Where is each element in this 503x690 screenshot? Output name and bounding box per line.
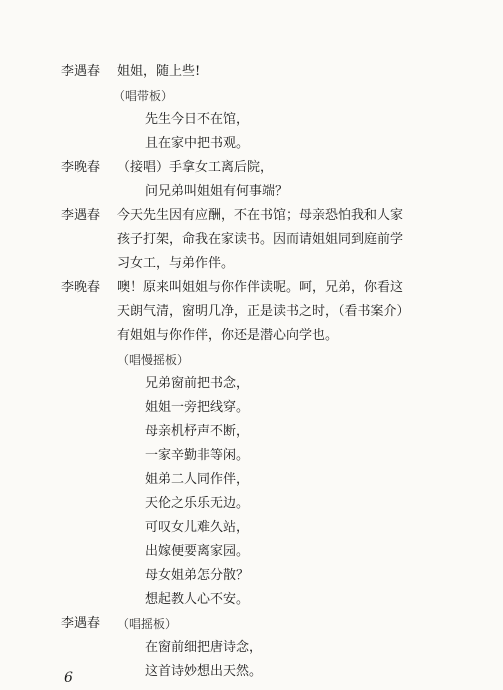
dialogue-text: 孩子打架，命我在家读书。因而请姐姐同到庭前学 <box>117 232 404 247</box>
speaker-name: 李晚春 <box>61 160 101 175</box>
dialogue-text: 噢！原来叫姐姐与你作伴读呢。呵，兄弟，你看这 <box>117 280 404 295</box>
script-line <box>0 350 503 370</box>
script-line <box>0 86 503 106</box>
script-line <box>0 662 503 682</box>
dialogue-text: 姐姐，随上些! <box>117 64 201 79</box>
script-line <box>0 302 503 322</box>
script-line <box>0 446 503 466</box>
stage-direction: （唱带板） <box>113 89 174 103</box>
script-line <box>0 62 503 82</box>
script-line <box>0 134 503 154</box>
script-line <box>0 590 503 610</box>
script-line <box>0 494 503 514</box>
script-line <box>0 542 503 562</box>
verse-line: 兄弟窗前把书念， <box>145 376 250 391</box>
verse-line: 在窗前细把唐诗念， <box>145 640 263 655</box>
speaker-name: 李遇春 <box>61 208 101 223</box>
stage-direction: （唱慢摇板） <box>117 353 190 367</box>
dialogue-text: （接唱）手拿女工离后院， <box>117 160 274 175</box>
script-line <box>0 374 503 394</box>
script-line <box>0 614 503 634</box>
script-line <box>0 398 503 418</box>
dialogue-text: 有姐姐与你作伴，你还是潜心向学也。 <box>117 328 339 343</box>
script-line <box>0 182 503 202</box>
verse-line: 可叹女儿难久站， <box>145 520 250 535</box>
script-line <box>0 158 503 178</box>
speaker-name: 李晚春 <box>61 280 101 295</box>
script-line <box>0 206 503 226</box>
verse-line: 姐弟二人同作伴， <box>145 472 250 487</box>
dialogue-text: 天朗气清，窗明几净，正是读书之时，（看书案介） <box>117 304 410 319</box>
script-line <box>0 230 503 250</box>
script-line <box>0 110 503 130</box>
verse-line: 想起教人心不安。 <box>145 592 250 607</box>
verse-line: 这首诗妙想出天然。 <box>145 664 263 679</box>
script-line <box>0 278 503 298</box>
verse-line: 先生今日不在馆， <box>145 112 250 127</box>
verse-line: 且在家中把书观。 <box>145 136 250 151</box>
verse-line: 问兄弟叫姐姐有何事端？ <box>145 184 289 199</box>
verse-line: 一家辛勤非等闲。 <box>145 448 250 463</box>
speaker-name: 李遇春 <box>61 64 101 79</box>
verse-line: 姐姐一旁把线穿。 <box>145 400 250 415</box>
script-line <box>0 422 503 442</box>
script-line <box>0 518 503 538</box>
verse-line: 天伦之乐乐无边。 <box>145 496 250 511</box>
script-line <box>0 326 503 346</box>
verse-line: 出嫁便要离家园。 <box>145 544 250 559</box>
verse-line: 母女姐弟怎分散？ <box>145 568 250 583</box>
speaker-name: 李遇春 <box>61 616 101 631</box>
dialogue-text: 习女工，与弟作伴。 <box>117 256 235 271</box>
script-line <box>0 254 503 274</box>
verse-line: 母亲机杼声不断， <box>145 424 250 439</box>
stage-direction: （唱摇板） <box>117 617 178 631</box>
page-number: 6 <box>64 670 73 686</box>
script-line <box>0 470 503 490</box>
script-line <box>0 638 503 658</box>
script-line <box>0 566 503 586</box>
dialogue-text: 今天先生因有应酬，不在书馆；母亲恐怕我和人家 <box>117 208 404 223</box>
